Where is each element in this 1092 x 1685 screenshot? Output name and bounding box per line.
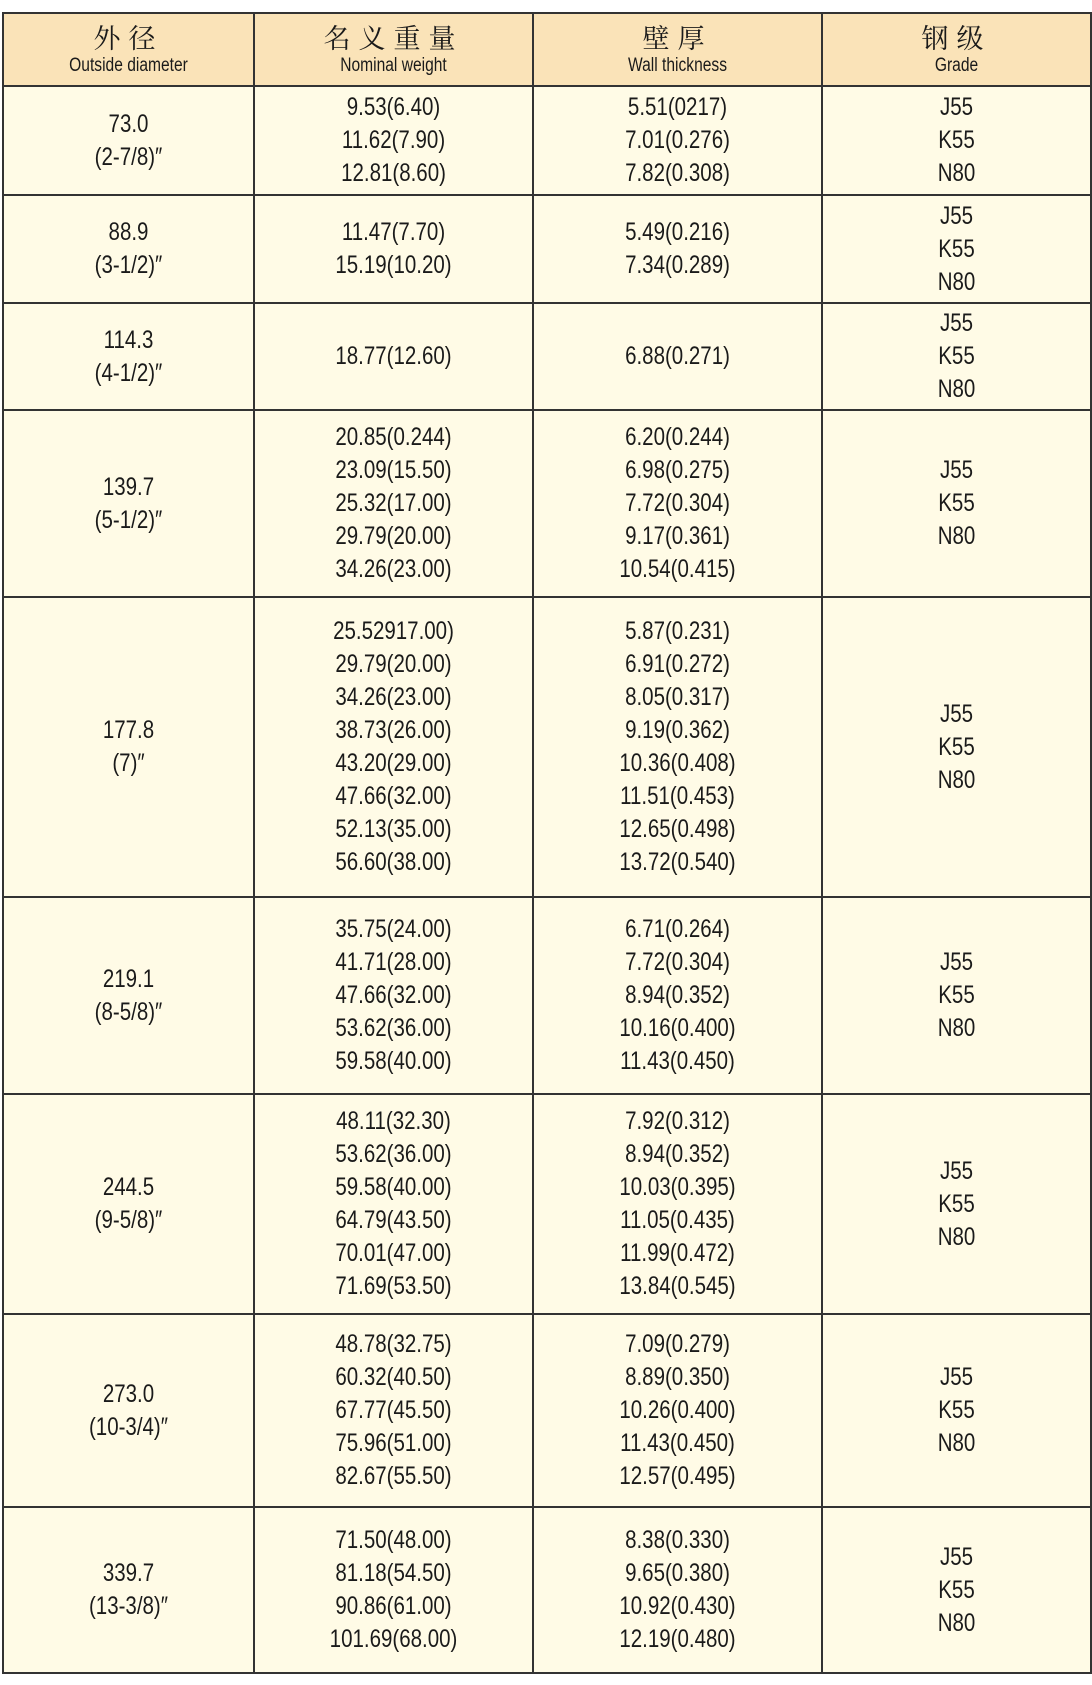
weight-value: 34.26(23.00) xyxy=(335,683,452,711)
od-cell xyxy=(3,195,254,303)
header-en: Outside diameter xyxy=(69,54,188,76)
wall-value: 11.43(0.450) xyxy=(620,1047,735,1075)
header-row xyxy=(3,13,1091,86)
grade-value: K55 xyxy=(938,126,975,154)
wall-value: 7.72(0.304) xyxy=(625,948,730,976)
table-row xyxy=(3,195,1091,303)
wall-value: 8.89(0.350) xyxy=(625,1363,730,1391)
wall-value: 7.72(0.304) xyxy=(625,489,730,517)
wall-value: 12.65(0.498) xyxy=(619,815,736,843)
wall-value: 7.01(0.276) xyxy=(625,126,730,154)
weight-value: 29.79(20.00) xyxy=(335,522,452,550)
weight-value: 29.79(20.00) xyxy=(335,650,452,678)
wall-value: 8.94(0.352) xyxy=(625,1140,730,1168)
weight-value: 41.71(28.00) xyxy=(335,948,452,976)
grade-value: K55 xyxy=(938,342,975,370)
weight-value: 25.52917.00) xyxy=(333,617,454,645)
wall-value: 8.05(0.317) xyxy=(625,683,730,711)
table-row xyxy=(3,597,1091,897)
od-value: (10-3/4)″ xyxy=(88,1412,169,1441)
weight-cell xyxy=(254,1094,533,1314)
weight-value: 48.11(32.30) xyxy=(336,1107,451,1135)
weight-value: 34.26(23.00) xyxy=(335,555,452,583)
weight-value: 47.66(32.00) xyxy=(335,981,452,1009)
wall-value: 8.38(0.330) xyxy=(625,1526,730,1554)
wall-value: 6.88(0.271) xyxy=(625,342,730,370)
wall-value: 10.36(0.408) xyxy=(619,749,736,777)
weight-value: 43.20(29.00) xyxy=(335,749,452,777)
weight-value: 53.62(36.00) xyxy=(335,1014,452,1042)
grade-cell xyxy=(822,303,1091,410)
od-cell xyxy=(3,597,254,897)
header-zh: 名义重量 xyxy=(323,23,464,54)
od-value: 339.7 xyxy=(102,1559,155,1587)
weight-value: 9.53(6.40) xyxy=(346,93,441,121)
wall-value: 12.57(0.495) xyxy=(619,1462,736,1490)
grade-cell xyxy=(822,1094,1091,1314)
wall-cell xyxy=(533,597,822,897)
table-row xyxy=(3,1314,1091,1507)
wall-cell xyxy=(533,195,822,303)
wall-value: 7.34(0.289) xyxy=(625,251,730,279)
wall-value: 8.94(0.352) xyxy=(625,981,730,1009)
weight-value: 25.32(17.00) xyxy=(335,489,452,517)
weight-value: 48.78(32.75) xyxy=(335,1330,452,1358)
weight-value: 23.09(15.50) xyxy=(335,456,452,484)
od-cell xyxy=(3,303,254,410)
od-value: (4-1/2)″ xyxy=(94,358,163,387)
grade-value: J55 xyxy=(939,456,974,484)
weight-value: 20.85(0.244) xyxy=(335,423,452,451)
wall-value: 10.54(0.415) xyxy=(619,555,736,583)
grade-cell xyxy=(822,195,1091,303)
grade-value: J55 xyxy=(939,201,974,230)
weight-cell xyxy=(254,410,533,597)
casing-spec-table xyxy=(2,12,1092,1674)
wall-value: 5.87(0.231) xyxy=(625,617,730,645)
weight-value: 75.96(51.00) xyxy=(335,1429,452,1457)
grade-value: J55 xyxy=(939,948,974,976)
od-cell xyxy=(3,897,254,1094)
wall-value: 9.65(0.380) xyxy=(625,1559,730,1587)
grade-value: N80 xyxy=(937,1222,976,1251)
grade-value: J55 xyxy=(939,93,974,121)
od-value: 73.0 xyxy=(108,109,149,138)
weight-cell xyxy=(254,597,533,897)
weight-value: 38.73(26.00) xyxy=(335,716,452,744)
grade-cell xyxy=(822,897,1091,1094)
grade-value: J55 xyxy=(939,1363,974,1391)
grade-value: K55 xyxy=(938,732,975,761)
weight-value: 60.32(40.50) xyxy=(335,1363,452,1391)
wall-value: 6.91(0.272) xyxy=(625,650,730,678)
wall-value: 11.51(0.453) xyxy=(620,782,735,810)
od-value: (13-3/8)″ xyxy=(88,1592,169,1620)
od-value: (5-1/2)″ xyxy=(94,505,163,534)
weight-value: 11.47(7.70) xyxy=(341,218,446,246)
table-row xyxy=(3,897,1091,1094)
wall-value: 5.51(0217) xyxy=(627,93,728,121)
wall-value: 7.09(0.279) xyxy=(625,1330,730,1358)
od-cell xyxy=(3,86,254,195)
grade-value: N80 xyxy=(937,1014,976,1042)
od-value: (8-5/8)″ xyxy=(94,997,163,1026)
od-value: 273.0 xyxy=(102,1379,155,1408)
weight-cell xyxy=(254,86,533,195)
wall-value: 11.99(0.472) xyxy=(620,1239,735,1267)
grade-value: K55 xyxy=(938,1396,975,1424)
grade-value: N80 xyxy=(937,765,976,794)
wall-value: 13.72(0.540) xyxy=(619,848,736,876)
weight-value: 70.01(47.00) xyxy=(335,1239,452,1267)
grade-value: N80 xyxy=(937,1429,976,1457)
wall-cell xyxy=(533,897,822,1094)
header-nominal-weight xyxy=(254,13,533,86)
header-zh: 壁厚 xyxy=(642,23,713,54)
weight-value: 35.75(24.00) xyxy=(335,915,452,943)
grade-value: K55 xyxy=(938,981,975,1009)
table-row xyxy=(3,86,1091,195)
weight-cell xyxy=(254,303,533,410)
grade-value: N80 xyxy=(937,522,976,550)
wall-value: 9.17(0.361) xyxy=(625,522,730,550)
weight-value: 90.86(61.00) xyxy=(335,1592,452,1620)
header-en: Grade xyxy=(934,54,979,76)
grade-value: K55 xyxy=(938,234,975,263)
grade-value: J55 xyxy=(939,1542,974,1571)
wall-value: 12.19(0.480) xyxy=(619,1625,736,1653)
od-value: (7)″ xyxy=(112,749,145,777)
grade-value: N80 xyxy=(937,267,976,296)
grade-value: J55 xyxy=(939,699,974,728)
od-cell xyxy=(3,1507,254,1673)
od-value: 219.1 xyxy=(102,964,155,993)
wall-cell xyxy=(533,410,822,597)
grade-cell xyxy=(822,597,1091,897)
grade-cell xyxy=(822,1314,1091,1507)
weight-value: 52.13(35.00) xyxy=(335,815,452,843)
od-cell xyxy=(3,1094,254,1314)
wall-value: 10.92(0.430) xyxy=(619,1592,736,1620)
grade-value: J55 xyxy=(939,1156,974,1185)
grade-value: K55 xyxy=(938,489,975,517)
weight-value: 67.77(45.50) xyxy=(335,1396,452,1424)
wall-value: 13.84(0.545) xyxy=(619,1272,736,1300)
wall-value: 5.49(0.216) xyxy=(625,218,730,246)
wall-value: 6.98(0.275) xyxy=(625,456,730,484)
od-value: (2-7/8)″ xyxy=(94,142,163,171)
grade-value: N80 xyxy=(937,1608,976,1637)
weight-value: 53.62(36.00) xyxy=(335,1140,452,1168)
weight-cell xyxy=(254,1507,533,1673)
od-value: 139.7 xyxy=(102,472,155,501)
od-cell xyxy=(3,410,254,597)
header-grade xyxy=(822,13,1091,86)
grade-value: N80 xyxy=(937,159,976,187)
grade-value: N80 xyxy=(937,375,976,403)
weight-value: 56.60(38.00) xyxy=(335,848,452,876)
wall-value: 10.16(0.400) xyxy=(619,1014,736,1042)
wall-value: 10.03(0.395) xyxy=(619,1173,736,1201)
header-outside-diameter xyxy=(3,13,254,86)
grade-value: K55 xyxy=(938,1575,975,1604)
weight-value: 18.77(12.60) xyxy=(335,342,452,370)
od-value: 88.9 xyxy=(108,218,149,246)
weight-value: 64.79(43.50) xyxy=(335,1206,452,1234)
wall-value: 7.82(0.308) xyxy=(625,159,730,187)
wall-value: 10.26(0.400) xyxy=(619,1396,736,1424)
od-value: 114.3 xyxy=(103,325,154,354)
wall-value: 11.05(0.435) xyxy=(620,1206,735,1234)
weight-value: 71.50(48.00) xyxy=(335,1526,452,1554)
weight-cell xyxy=(254,1314,533,1507)
od-cell xyxy=(3,1314,254,1507)
weight-value: 59.58(40.00) xyxy=(335,1047,452,1075)
od-value: 177.8 xyxy=(102,716,155,744)
weight-value: 101.69(68.00) xyxy=(329,1625,458,1653)
header-zh: 钢级 xyxy=(921,23,992,54)
weight-cell xyxy=(254,897,533,1094)
grade-value: J55 xyxy=(939,309,974,337)
grade-value: K55 xyxy=(938,1189,975,1218)
weight-value: 71.69(53.50) xyxy=(335,1272,452,1300)
header-en: Nominal weight xyxy=(340,54,447,76)
wall-value: 11.43(0.450) xyxy=(620,1429,735,1457)
wall-cell xyxy=(533,1094,822,1314)
wall-value: 6.71(0.264) xyxy=(625,915,730,943)
wall-cell xyxy=(533,303,822,410)
wall-value: 9.19(0.362) xyxy=(625,716,730,744)
weight-value: 47.66(32.00) xyxy=(335,782,452,810)
od-value: (9-5/8)″ xyxy=(94,1206,163,1234)
header-en: Wall thickness xyxy=(628,54,727,76)
weight-value: 11.62(7.90) xyxy=(341,126,446,154)
wall-value: 7.92(0.312) xyxy=(625,1107,730,1135)
wall-cell xyxy=(533,1314,822,1507)
grade-cell xyxy=(822,1507,1091,1673)
weight-value: 59.58(40.00) xyxy=(335,1173,452,1201)
wall-value: 6.20(0.244) xyxy=(625,423,730,451)
table-row xyxy=(3,1507,1091,1673)
table-row xyxy=(3,410,1091,597)
weight-value: 15.19(10.20) xyxy=(335,251,452,279)
od-value: (3-1/2)″ xyxy=(94,251,163,279)
grade-cell xyxy=(822,410,1091,597)
weight-cell xyxy=(254,195,533,303)
weight-value: 12.81(8.60) xyxy=(341,159,446,187)
wall-cell xyxy=(533,86,822,195)
weight-value: 82.67(55.50) xyxy=(335,1462,452,1490)
table-row xyxy=(3,303,1091,410)
wall-cell xyxy=(533,1507,822,1673)
header-wall-thickness xyxy=(533,13,822,86)
weight-value: 81.18(54.50) xyxy=(335,1559,452,1587)
header-zh: 外径 xyxy=(93,23,164,54)
od-value: 244.5 xyxy=(102,1173,155,1201)
table-row xyxy=(3,1094,1091,1314)
grade-cell xyxy=(822,86,1091,195)
